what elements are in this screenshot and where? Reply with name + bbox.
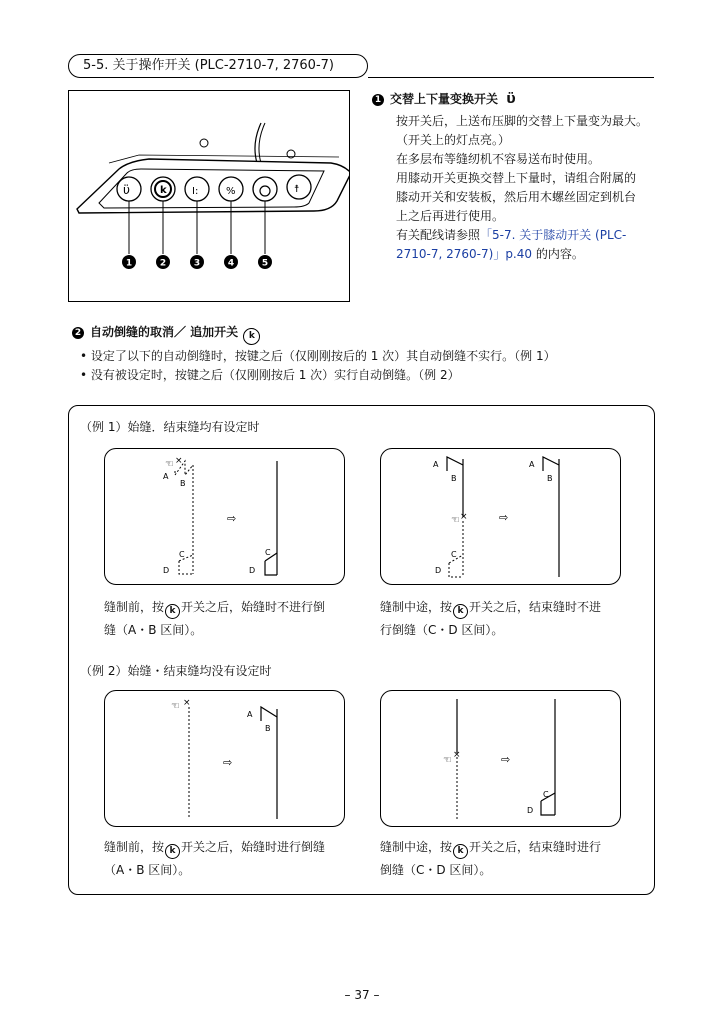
knee-switch-link[interactable]: 「5-7. 关于膝动开关 (PLC- [480,228,627,242]
section1-body [396,112,648,264]
section1-line: 按开关后，上送布压脚的交替上下量变为最大。 [396,114,649,128]
svg-text:B: B [451,474,457,483]
reverse-cancel-icon: k [165,844,180,859]
svg-text:B: B [265,724,271,733]
callout-2-label: 2 [159,258,167,269]
arrow-icon: ⇨ [227,512,237,525]
example2-right-diagram [380,690,621,827]
callout-1-label: 1 [125,258,133,269]
svg-text:C: C [265,548,271,557]
svg-text:I:: I: [192,186,199,197]
callout-3-label: 3 [193,258,201,269]
example1-right-diagram [380,448,621,585]
example2-title: （例 2）始缝・结束缝均没有设定时 [80,664,272,678]
section-header [68,54,368,78]
alternating-switch-icon: ϋ [506,91,516,107]
section2-bullets [80,347,556,385]
example2-left-caption: 缝制前，按 k 开关之后，始缝时进行倒缝 （A・B 区间）。 [104,840,326,877]
example2-right-caption: 缝制中途，按 k 开关之后，结束缝时进行 倒缝（C・D 区间）。 [380,840,602,877]
svg-text:×: × [453,750,461,760]
section1-line: （开关上的灯点亮。） [396,133,511,147]
svg-text:A: A [433,460,439,469]
section1-title: 交替上下量变换开关 [390,92,499,106]
label-a: A [163,472,169,481]
presser-icon: ☜ [171,701,180,712]
section1-ref: 有关配线请参照「5-7. 关于膝动开关 (PLC- [396,228,627,242]
section2-bullet: • 没有被设定时，按键之后（仅刚刚按后 1 次）实行自动倒缝。（例 2） [80,368,460,382]
label-b: B [180,479,186,488]
section2-bullet: • 设定了以下的自动倒缝时，按键之后（仅刚刚按后的 1 次）其自动倒缝不实行。（例 1） [80,349,556,363]
svg-text:D: D [249,566,256,575]
example1-title: （例 1）始缝．结束缝均有设定时 [80,420,260,434]
label-c: C [179,550,185,559]
svg-text:C: C [451,550,457,559]
reverse-cancel-icon: k [243,328,260,345]
knee-switch-link-cont[interactable]: 2710-7, 2760-7)」p.40 [396,247,533,261]
svg-text:ϋ: ϋ [123,183,130,197]
svg-text:☨: ☨ [294,184,300,195]
example1-right-caption: 缝制中途，按 k 开关之后，结束缝时不进 行倒缝（C・D 区间）。 [380,600,602,637]
switch-panel-figure [68,90,350,302]
section2-number: 2 [72,327,84,339]
svg-text:A: A [247,710,253,719]
svg-text:×: × [183,698,191,708]
section1-ref-cont: 2710-7, 2760-7)」p.40 的内容。 [396,247,584,261]
svg-text:⇨: ⇨ [223,756,233,769]
reverse-cancel-icon: k [453,844,468,859]
svg-text:×: × [175,456,183,466]
svg-text:A: A [529,460,535,469]
svg-text:%: % [226,186,236,197]
section-title: 5-5. 关于操作开关 (PLC-2710-7, 2760-7) [83,58,334,73]
example2-left-diagram [104,690,345,827]
page-number: – 37 – [344,988,380,1002]
switch-panel-illustration [69,91,349,301]
callout-5-label: 5 [261,258,269,269]
reverse-cancel-icon: k [453,604,468,619]
svg-text:B: B [547,474,553,483]
svg-text:×: × [460,512,468,522]
section1-number: 1 [372,94,384,106]
presser-icon: ☜ [165,459,174,470]
header-rule [368,77,654,78]
label-d: D [163,566,170,575]
section2-heading [72,323,261,345]
section1-line: 膝动开关和安装板，然后用木螺丝固定到机台 [396,190,637,204]
svg-text:D: D [435,566,442,575]
section1-line: 上之后再进行使用。 [396,209,505,223]
section2-title: 自动倒缝的取消／ 追加开关 [90,325,239,339]
section1-heading [372,90,516,109]
section1-line: 用膝动开关更换交替上下量时，请组合附属的 [396,171,637,185]
presser-icon: ☜ [451,515,460,526]
presser-icon: ☜ [443,755,452,766]
callout-4-label: 4 [227,258,235,269]
svg-text:⇨: ⇨ [499,511,509,524]
reverse-cancel-icon: k [165,604,180,619]
svg-text:C: C [543,790,549,799]
svg-text:k: k [160,185,167,196]
section1-line: 在多层布等缝纫机不容易送布时使用。 [396,152,601,166]
example1-left-diagram [104,448,345,585]
svg-text:⇨: ⇨ [501,753,511,766]
svg-text:D: D [527,806,534,815]
example1-left-caption: 缝制前，按 k 开关之后，始缝时不进行倒 缝（A・B 区间）。 [104,600,326,637]
